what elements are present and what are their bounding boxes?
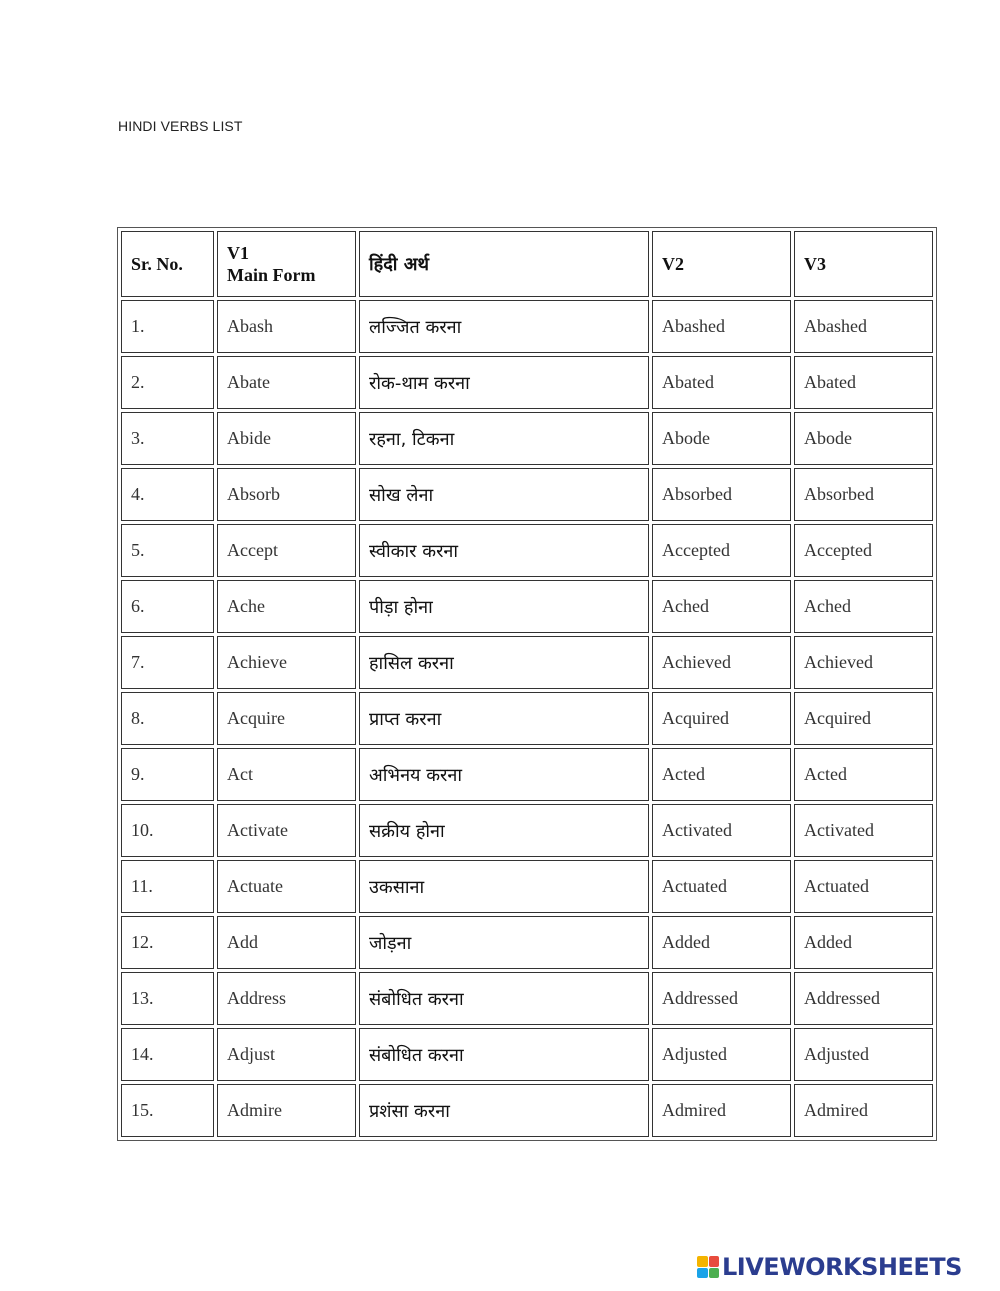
header-v3: V3 [794,231,933,297]
cell-v3: Activated [794,804,933,857]
cell-v2: Abated [652,356,791,409]
cell-v1: Ache [217,580,356,633]
cell-v2: Accepted [652,524,791,577]
header-main-form-label: Main Form [227,265,316,285]
cell-hindi-meaning: हासिल करना [359,636,649,689]
table-row [121,748,933,801]
header-sr-no: Sr. No. [121,231,214,297]
cell-v3: Abated [794,356,933,409]
cell-v1: Activate [217,804,356,857]
cell-v1: Achieve [217,636,356,689]
cell-v2: Abashed [652,300,791,353]
cell-sr-no: 15. [121,1084,214,1137]
cell-hindi-meaning: स्वीकार करना [359,524,649,577]
header-v1-label: V1 [227,243,249,263]
cell-hindi-meaning: सोख लेना [359,468,649,521]
cell-sr-no: 2. [121,356,214,409]
cell-v1: Admire [217,1084,356,1137]
cell-v2: Absorbed [652,468,791,521]
logo-mark-square [709,1256,720,1267]
cell-v3: Admired [794,1084,933,1137]
cell-v3: Acted [794,748,933,801]
cell-hindi-meaning: रहना, टिकना [359,412,649,465]
cell-hindi-meaning: उकसाना [359,860,649,913]
cell-v1: Abate [217,356,356,409]
table-row [121,412,933,465]
cell-hindi-meaning: रोक-थाम करना [359,356,649,409]
table-body [121,300,933,1137]
header-v2: V2 [652,231,791,297]
document-title: HINDI VERBS LIST [118,118,243,134]
cell-sr-no: 3. [121,412,214,465]
cell-v3: Ached [794,580,933,633]
cell-v2: Added [652,916,791,969]
table-row [121,804,933,857]
cell-v3: Abashed [794,300,933,353]
cell-v2: Adjusted [652,1028,791,1081]
cell-sr-no: 8. [121,692,214,745]
cell-hindi-meaning: जोड़ना [359,916,649,969]
cell-v1: Actuate [217,860,356,913]
cell-v2: Ached [652,580,791,633]
table-header-row [121,231,933,297]
cell-v2: Acquired [652,692,791,745]
table-row [121,356,933,409]
table-row [121,692,933,745]
liveworksheets-logo [697,1255,962,1279]
cell-v3: Absorbed [794,468,933,521]
cell-sr-no: 11. [121,860,214,913]
header-hindi-meaning: हिंदी अर्थ [359,231,649,297]
table-row [121,636,933,689]
cell-v1: Absorb [217,468,356,521]
table-row [121,1028,933,1081]
cell-v2: Activated [652,804,791,857]
cell-v3: Added [794,916,933,969]
cell-v1: Acquire [217,692,356,745]
header-v1-main-form [217,231,356,297]
cell-v2: Addressed [652,972,791,1025]
cell-v3: Addressed [794,972,933,1025]
cell-v1: Accept [217,524,356,577]
cell-sr-no: 9. [121,748,214,801]
cell-hindi-meaning: प्रशंसा करना [359,1084,649,1137]
cell-hindi-meaning: सक्रीय होना [359,804,649,857]
cell-sr-no: 4. [121,468,214,521]
logo-mark-square [697,1268,708,1279]
cell-hindi-meaning: पीड़ा होना [359,580,649,633]
cell-v3: Achieved [794,636,933,689]
cell-v1: Abide [217,412,356,465]
logo-text: LIVEWORKSHEETS [722,1253,962,1281]
table-row [121,916,933,969]
table-row [121,972,933,1025]
cell-sr-no: 13. [121,972,214,1025]
cell-sr-no: 7. [121,636,214,689]
verbs-table [117,227,937,1141]
cell-v1: Abash [217,300,356,353]
table-row [121,300,933,353]
cell-sr-no: 1. [121,300,214,353]
logo-mark-square [709,1268,720,1279]
cell-sr-no: 10. [121,804,214,857]
cell-v3: Abode [794,412,933,465]
cell-sr-no: 6. [121,580,214,633]
cell-v3: Adjusted [794,1028,933,1081]
table-row [121,860,933,913]
cell-v3: Acquired [794,692,933,745]
logo-mark-square [697,1256,708,1267]
cell-hindi-meaning: संबोधित करना [359,1028,649,1081]
table-row [121,1084,933,1137]
cell-hindi-meaning: प्राप्त करना [359,692,649,745]
cell-v2: Acted [652,748,791,801]
cell-v2: Abode [652,412,791,465]
table-row [121,468,933,521]
cell-v2: Actuated [652,860,791,913]
cell-sr-no: 14. [121,1028,214,1081]
cell-v2: Admired [652,1084,791,1137]
cell-v2: Achieved [652,636,791,689]
cell-v1: Act [217,748,356,801]
cell-hindi-meaning: लज्जित करना [359,300,649,353]
table-row [121,580,933,633]
cell-hindi-meaning: संबोधित करना [359,972,649,1025]
cell-v1: Address [217,972,356,1025]
cell-v1: Add [217,916,356,969]
cell-hindi-meaning: अभिनय करना [359,748,649,801]
cell-v3: Actuated [794,860,933,913]
cell-v1: Adjust [217,1028,356,1081]
table-row [121,524,933,577]
cell-sr-no: 5. [121,524,214,577]
liveworksheets-logo-icon [697,1256,719,1278]
cell-v3: Accepted [794,524,933,577]
cell-sr-no: 12. [121,916,214,969]
